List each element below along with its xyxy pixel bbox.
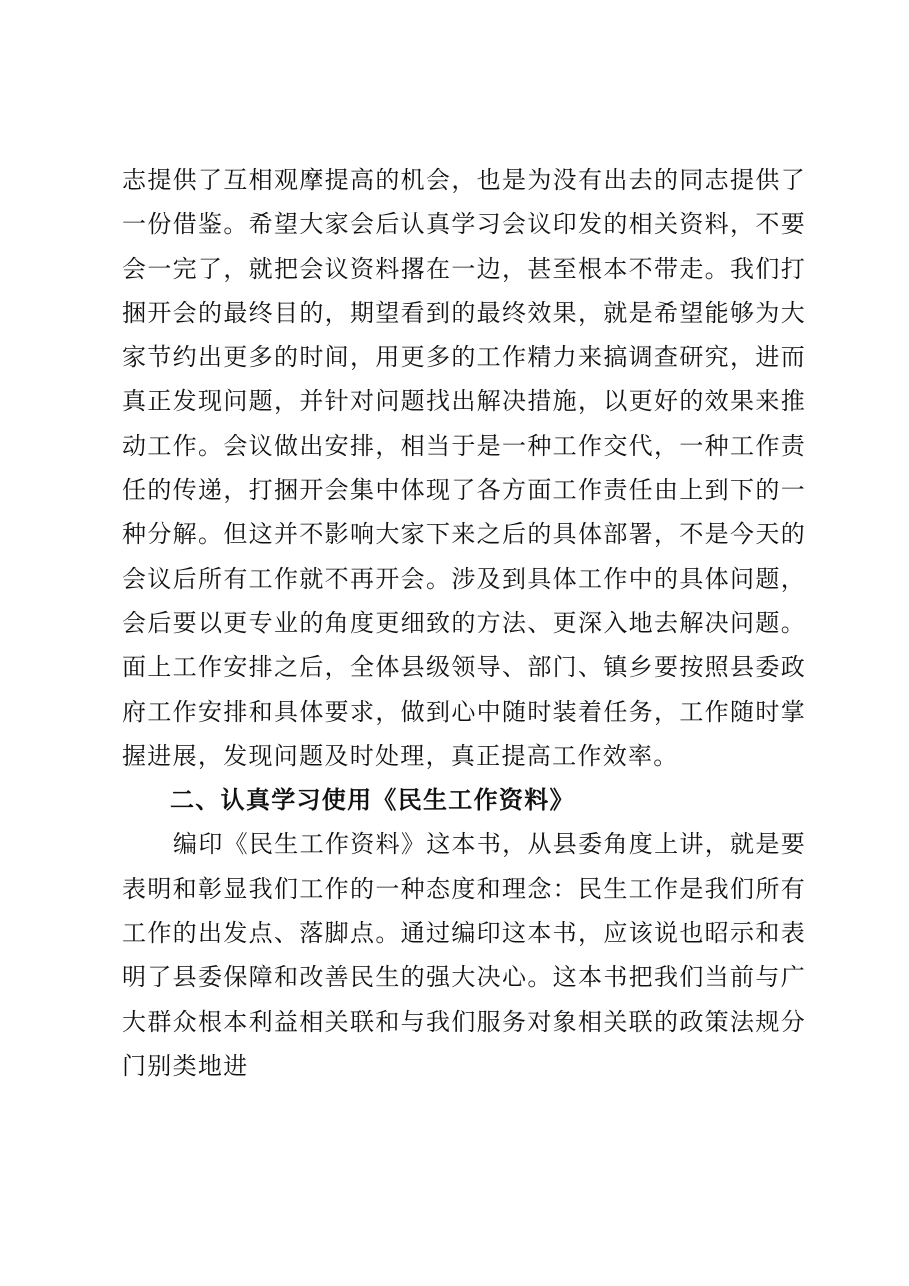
- document-body: [122, 158, 806, 1088]
- body-paragraph-continued: 志提供了互相观摩提高的机会，也是为没有出去的同志提供了一份借鉴。希望大家会后认真学习会议印发的相关资料，不要会一完了，就把会议资料撂在一边，甚至根本不带走。我们打捆开会的最终目的，期望看到的最终效果，就是希望能够为大家节约出更多的时间，用更多的工作精力来搞调查研究，进而真正发现问题，并针对问题找出解决措施，以更好的效果来推动工作。会议做出安排，相当于是一种工作交代，一种工作责任的传递，打捆开会集中体现了各方面工作责任由上到下的一种分解。但这并不影响大家下来之后的具体部署，不是今天的会议后所有工作就不再开会。涉及到具体工作中的具体问题，会后要以更专业的角度更细致的方法、更深入地去解决问题。面上工作安排之后，全体县级领导、部门、镇乡要按照县委政府工作安排和具体要求，做到心中随时装着任务，工作随时掌握进展，发现问题及时处理，真正提高工作效率。: [122, 166, 806, 770]
- section-heading: 二、认真学习使用《民生工作资料》: [170, 786, 575, 815]
- body-paragraph: 编印《民生工作资料》这本书，从县委角度上讲，就是要表明和彰显我们工作的一种态度和理念：民生工作是我们所有工作的出发点、落脚点。通过编印这本书，应该说也昭示和表明了县委保障和改善民生的强大决心。这本书把我们当前与广大群众根本利益相关联和与我们服务对象相关联的政策法规分门别类地进: [122, 830, 806, 1080]
